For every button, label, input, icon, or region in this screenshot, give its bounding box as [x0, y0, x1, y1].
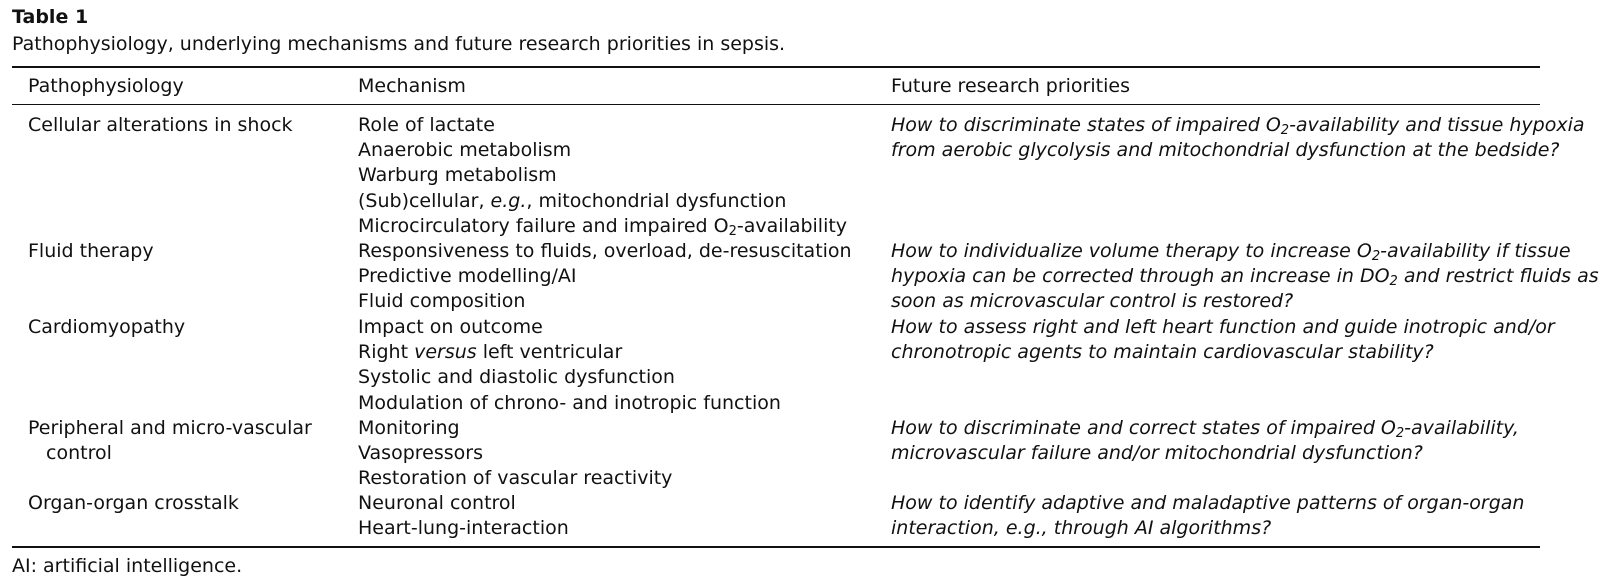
- mechanism-item: Predictive modelling/AI: [358, 265, 577, 288]
- mechanism-item: Impact on outcome: [358, 316, 543, 338]
- row-5-priorities: [891, 491, 1524, 541]
- bottom-rule: [12, 546, 1540, 548]
- mechanism-item: Right versus left ventricular: [358, 341, 623, 364]
- row-2-pathophysiology: [28, 239, 154, 264]
- pathophysiology-text: Cardiomyopathy: [28, 316, 186, 338]
- row-1-mechanisms: [358, 113, 847, 239]
- row-3-priorities: [891, 315, 1555, 365]
- priority-line: hypoxia can be corrected through an increase in $DO_2$ and restrict fluids as: [891, 265, 1599, 290]
- row-4-mechanisms: [358, 416, 672, 492]
- priority-line: soon as microvascular control is restored?: [891, 290, 1294, 313]
- header-pathophysiology: Pathophysiology: [28, 75, 184, 97]
- priority-line: interaction, e.g., through AI algorithms?: [891, 517, 1272, 540]
- table-caption: Pathophysiology, underlying mechanisms and future research priorities in sepsis.: [12, 33, 786, 55]
- table-label: Table 1: [12, 6, 89, 28]
- mechanism-item: Warburg metabolism: [358, 164, 557, 187]
- top-rule: [12, 66, 1540, 68]
- row-1-pathophysiology: [28, 113, 293, 138]
- mechanism-item: Monitoring: [358, 417, 460, 439]
- pathophysiology-text: Peripheral and micro-vascular: [28, 417, 312, 439]
- priority-line: How to identify adaptive and maladaptive patterns of organ-organ: [891, 492, 1525, 514]
- mechanism-item: Modulation of chrono- and inotropic function: [358, 391, 781, 414]
- header-future-research-priorities: Future research priorities: [891, 75, 1130, 97]
- header-rule: [12, 104, 1540, 105]
- row-2-priorities: [891, 239, 1599, 315]
- mechanism-item: Microcirculatory failure and impaired $O_2$-availability: [358, 214, 848, 239]
- priority-line: from aerobic glycolysis and mitochondrial dysfunction at the bedside?: [891, 139, 1560, 162]
- row-4-pathophysiology: [28, 416, 312, 466]
- priority-line: microvascular failure and/or mitochondrial dysfunction?: [891, 442, 1423, 465]
- row-1-priorities: [891, 113, 1585, 163]
- mechanism-item: Systolic and diastolic dysfunction: [358, 366, 675, 389]
- mechanism-item: Fluid composition: [358, 290, 526, 313]
- mechanism-item: Role of lactate: [358, 114, 495, 136]
- priority-line: How to individualize volume therapy to increase $O_2$-availability if tissue: [891, 240, 1571, 264]
- table-footnote: AI: artificial intelligence.: [12, 555, 243, 577]
- header-mechanism: Mechanism: [358, 75, 466, 97]
- mechanism-item: Restoration of vascular reactivity: [358, 467, 673, 490]
- priority-line: chronotropic agents to maintain cardiovascular stability?: [891, 341, 1434, 364]
- mechanism-item: Neuronal control: [358, 492, 516, 514]
- mechanism-item: Responsiveness to fluids, overload, de-resuscitation: [358, 240, 852, 262]
- row-5-pathophysiology: [28, 491, 239, 516]
- priority-line: How to assess right and left heart function and guide inotropic and/or: [891, 316, 1555, 338]
- row-4-priorities: [891, 416, 1519, 466]
- pathophysiology-text: Fluid therapy: [28, 240, 154, 262]
- row-2-mechanisms: [358, 239, 852, 315]
- mechanism-item: Anaerobic metabolism: [358, 139, 572, 162]
- mechanism-item: (Sub)cellular, e.g., mitochondrial dysfunction: [358, 189, 787, 212]
- row-3-pathophysiology: [28, 315, 185, 340]
- mechanism-item: Vasopressors: [358, 442, 483, 465]
- row-3-mechanisms: [358, 315, 781, 416]
- pathophysiology-text-continued: control: [46, 442, 112, 465]
- row-5-mechanisms: [358, 491, 569, 541]
- pathophysiology-text: Cellular alterations in shock: [28, 114, 293, 136]
- priority-line: How to discriminate states of impaired $O_2$-availability and tissue hypoxia: [891, 114, 1585, 138]
- priority-line: How to discriminate and correct states of impaired $O_2$-availability,: [891, 417, 1519, 441]
- pathophysiology-text: Organ-organ crosstalk: [28, 492, 239, 514]
- mechanism-item: Heart-lung-interaction: [358, 517, 569, 540]
